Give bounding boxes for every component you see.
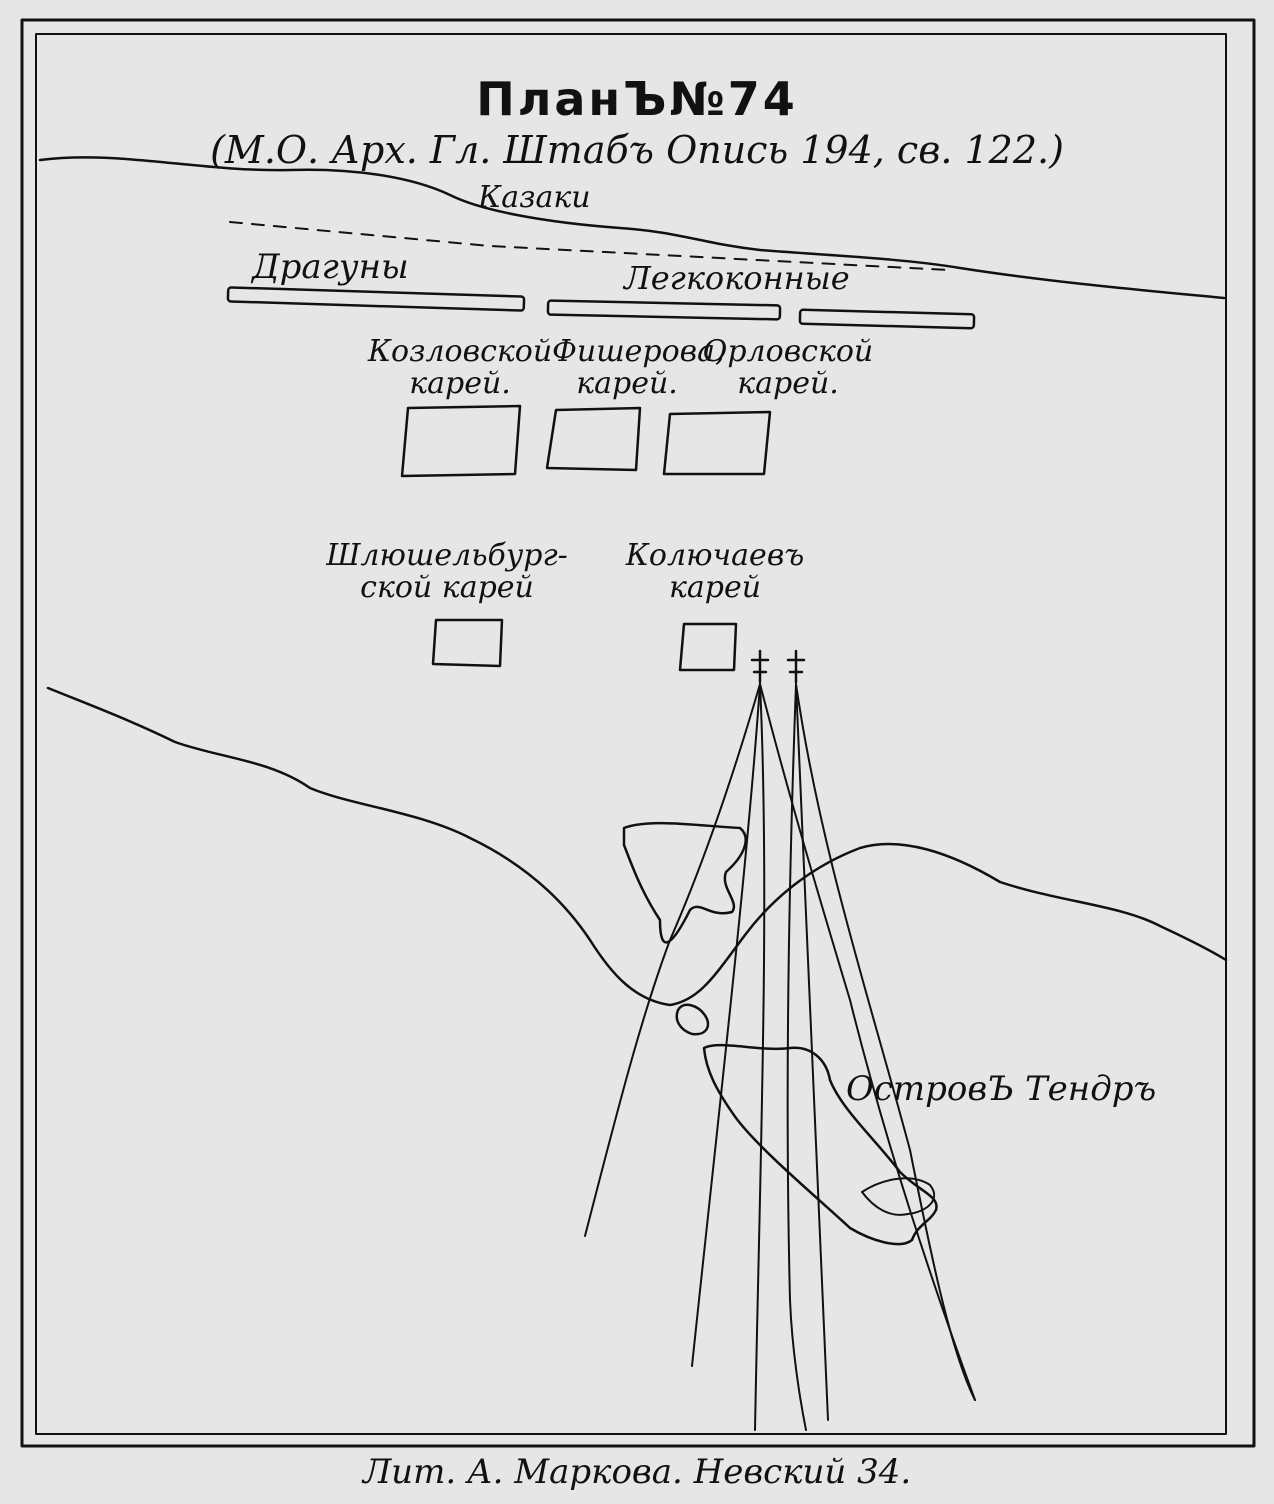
plan-archive-reference: (М.О. Арх. Гл. Штабъ Опись 194, св. 122.) [210, 128, 1064, 172]
orlovsky-square [664, 412, 770, 474]
label-line: карей [668, 569, 762, 605]
label-kozlovsky-square [362, 336, 558, 399]
inner-frame [36, 34, 1226, 1434]
label-kolyuchaev-square [590, 540, 840, 603]
label-light-horse: Легкоконные [624, 259, 850, 297]
label-shlisselburg-square [316, 540, 578, 603]
cross-marker-1 [752, 651, 768, 682]
label-line: карей. [576, 365, 678, 401]
shlisselburg-square [433, 620, 502, 666]
lower-coastline [48, 688, 1226, 1005]
upper-island [624, 823, 746, 942]
label-tendra-island: ОстровЪ Тендръ [846, 1069, 1157, 1109]
cross-marker-2 [788, 651, 804, 682]
light-horse-bar-2 [800, 310, 974, 329]
label-cossacks: Казаки [478, 180, 591, 215]
fisherov-square [547, 408, 640, 470]
dragoons-bar [228, 287, 524, 310]
island-shoal [862, 1178, 934, 1215]
small-islet [677, 1005, 708, 1034]
plan-title: ПланЪ№74 [476, 72, 798, 126]
label-line: карей. [409, 365, 511, 401]
label-dragoons: Драгуны [252, 247, 409, 287]
light-horse-bar-1 [548, 301, 780, 320]
kozlovsky-square [402, 406, 520, 476]
outer-frame [22, 20, 1254, 1446]
label-line: Фишерова, [552, 334, 725, 369]
label-line: Колючаевъ [625, 538, 805, 573]
lithographer-credit: Лит. А. Маркова. Невский 34. [362, 1452, 912, 1492]
label-line: Шлюшельбург- [326, 538, 568, 573]
label-line: Козловской [367, 334, 553, 369]
label-fisherov-square [552, 334, 725, 401]
label-line: Орловской [702, 334, 874, 369]
label-line: карей. [737, 365, 839, 401]
label-line: ской карей [360, 569, 534, 605]
kolyuchaev-square [680, 624, 736, 670]
label-orlovsky-square [700, 336, 876, 399]
fleet-lines [585, 684, 975, 1430]
